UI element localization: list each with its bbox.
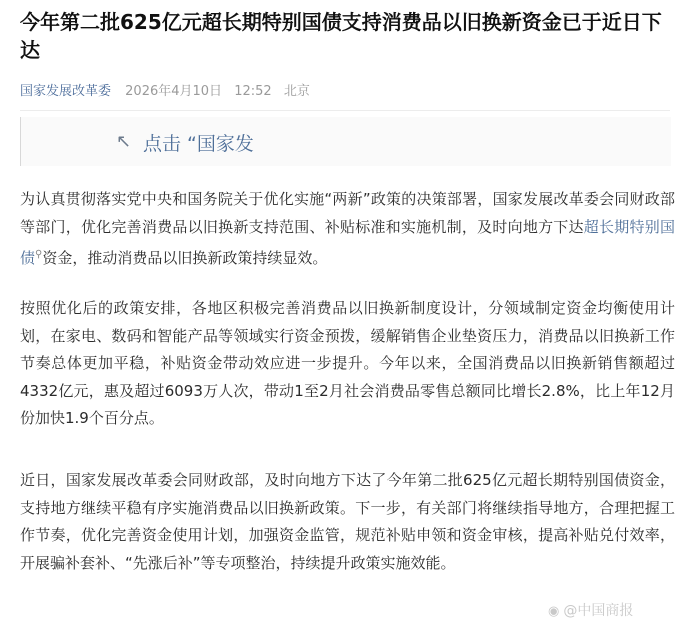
paragraph-1-text-b: 资金，推动消费品以旧换新政策持续显效。 [42,249,328,267]
callout-text[interactable]: 点击 “国家发 [143,133,254,155]
paragraph-1-text-a: 为认真贯彻落实党中央和国务院关于优化实施“两新”政策的决策部署，国家发展改革委会同财政部等部门，优化完善消费品以旧换新支持范围、补贴标准和实施机制，及时向地方下达 [20,190,675,236]
article-title: 今年第二批625亿元超长期特别国债支持消费品以旧换新资金已于近日下达 [20,10,662,62]
follow-callout[interactable] [20,117,671,166]
article-meta [20,80,318,99]
article-date: 2026年4月10日 [125,84,223,99]
search-icon[interactable]: ⚲ [35,249,43,260]
divider [20,110,670,111]
paragraph-3: 近日，国家发展改革委会同财政部，及时向地方下达了今年第二批625亿元超长期特别国债资金，支持地方继续平稳有序实施消费品以旧换新政策。下一步，有关部门将继续指导地方，合理把握工作节奏，优化完善资金使用计划，加强资金监管，规范补贴申领和资金审核，提高补贴兑付效率，开展骗补套补、“先涨后补”等专项整治，持续提升政策实施效能。 [20,471,675,572]
watermark [548,600,633,620]
paragraph-1 [20,186,675,273]
keyword-link[interactable]: 超长期特别国债 [20,217,675,267]
weibo-icon: ◉ [548,604,560,619]
watermark-text: @中国商报 [563,603,634,619]
article-location: 北京 [283,84,310,99]
article-source[interactable]: 国家发展改革委 [20,84,112,99]
back-arrow-icon: ↖ [116,131,132,152]
article-time: 12:52 [234,84,272,99]
paragraph-2: 按照优化后的政策安排，各地区积极完善消费品以旧换新制度设计，分领域制定资金均衡使用计划，在家电、数码和智能产品等领域实行资金预拨，缓解销售企业垫资压力，消费品以旧换新工作节奏总体更加平稳，补贴资金带动效应进一步提升。今年以来，全国消费品以旧换新销售额超过4332亿元，惠及超过6093万人次，带动1至2月社会消费品零售总额同比增长2.8%，比上年12月份加快1.9个百分点。 [20,299,675,427]
